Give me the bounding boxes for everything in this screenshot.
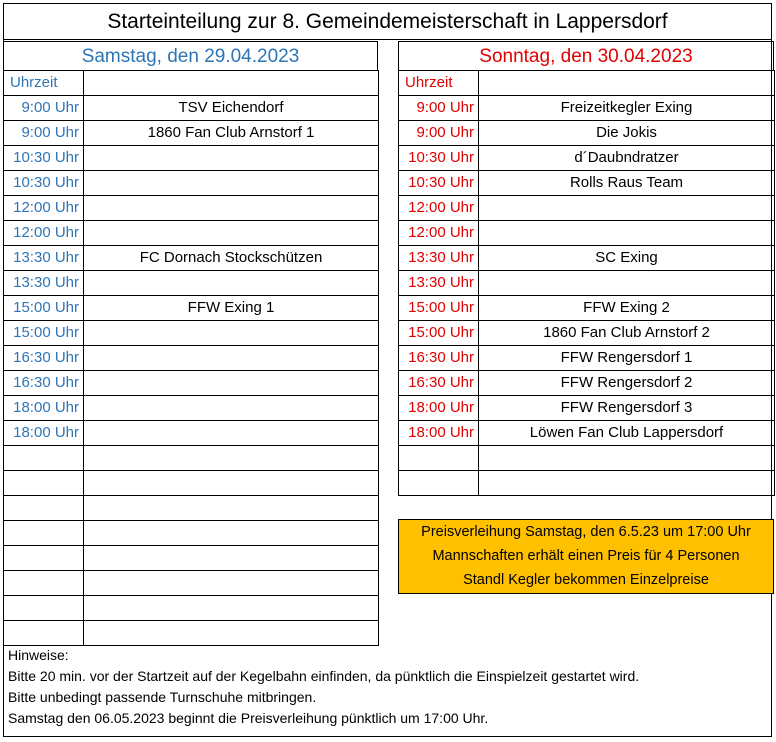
- table-row: [399, 321, 775, 346]
- table-row: [4, 296, 379, 321]
- note-line: Bitte unbedingt passende Turnschuhe mitbringen.: [8, 689, 317, 705]
- team-cell: [84, 346, 379, 371]
- table-row: [399, 246, 775, 271]
- start-time-cell: 9:00 Uhr: [399, 96, 479, 121]
- team-cell: FC Dornach Stockschützen: [84, 246, 379, 271]
- team-cell: Löwen Fan Club Lappersdorf: [479, 421, 775, 446]
- start-time-cell: 12:00 Uhr: [399, 221, 479, 246]
- team-cell: [84, 421, 379, 446]
- table-row: [399, 271, 775, 296]
- start-time-cell: [4, 521, 84, 546]
- start-time-cell: 13:30 Uhr: [399, 246, 479, 271]
- start-time-cell: 9:00 Uhr: [4, 96, 84, 121]
- team-cell: [84, 446, 379, 471]
- table-row: [4, 321, 379, 346]
- team-cell: [479, 471, 775, 496]
- table-row: [4, 446, 379, 471]
- start-time-cell: 13:30 Uhr: [399, 271, 479, 296]
- start-time-cell: [4, 596, 84, 621]
- start-time-cell: [4, 546, 84, 571]
- start-time-cell: 16:30 Uhr: [4, 371, 84, 396]
- start-time-cell: 13:30 Uhr: [4, 271, 84, 296]
- start-time-cell: 15:00 Uhr: [4, 296, 84, 321]
- team-cell: [84, 321, 379, 346]
- award-notice-box: [398, 519, 774, 594]
- team-cell: Freizeitkegler Exing: [479, 96, 775, 121]
- table-row: [4, 221, 379, 246]
- table-row: [399, 396, 775, 421]
- team-cell: Rolls Raus Team: [479, 171, 775, 196]
- team-cell: TSV Eichendorf: [84, 96, 379, 121]
- start-time-cell: 18:00 Uhr: [399, 396, 479, 421]
- table-row: [4, 521, 379, 546]
- start-time-cell: [4, 471, 84, 496]
- table-row: [4, 596, 379, 621]
- start-time-cell: 10:30 Uhr: [399, 171, 479, 196]
- team-cell: [84, 196, 379, 221]
- table-row: [399, 221, 775, 246]
- table-row: [399, 446, 775, 471]
- start-time-cell: 15:00 Uhr: [399, 321, 479, 346]
- table-row: [4, 121, 379, 146]
- start-time-cell: 13:30 Uhr: [4, 246, 84, 271]
- page-title: Starteinteilung zur 8. Gemeindemeisterschaft in Lappersdorf: [3, 4, 772, 40]
- table-row: [4, 96, 379, 121]
- start-time-cell: 15:00 Uhr: [399, 296, 479, 321]
- start-time-cell: [4, 446, 84, 471]
- notes-label: Hinweise:: [8, 647, 69, 663]
- team-cell: [84, 471, 379, 496]
- start-time-cell: 10:30 Uhr: [399, 146, 479, 171]
- saturday-heading: Samstag, den 29.04.2023: [3, 41, 378, 71]
- start-time-cell: 16:30 Uhr: [4, 346, 84, 371]
- start-time-cell: 18:00 Uhr: [399, 421, 479, 446]
- table-row: [399, 371, 775, 396]
- start-time-cell: [399, 471, 479, 496]
- team-column-header: [479, 71, 775, 96]
- team-cell: [479, 271, 775, 296]
- notice-line: Mannschaften erhält einen Preis für 4 Personen: [432, 548, 740, 564]
- sunday-schedule-table: [398, 70, 775, 496]
- table-row: [4, 371, 379, 396]
- table-row: [4, 621, 379, 646]
- team-column-header: [84, 71, 379, 96]
- start-time-cell: 9:00 Uhr: [399, 121, 479, 146]
- team-cell: Die Jokis: [479, 121, 775, 146]
- note-line: Samstag den 06.05.2023 beginnt die Preisverleihung pünktlich um 17:00 Uhr.: [8, 710, 489, 726]
- start-time-cell: 12:00 Uhr: [4, 221, 84, 246]
- table-row: [399, 196, 775, 221]
- table-row: [4, 546, 379, 571]
- start-time-cell: [399, 446, 479, 471]
- table-row: [4, 471, 379, 496]
- notes-section: [3, 645, 772, 729]
- team-cell: FFW Rengersdorf 3: [479, 396, 775, 421]
- team-cell: [84, 171, 379, 196]
- team-cell: [84, 571, 379, 596]
- start-time-cell: 9:00 Uhr: [4, 121, 84, 146]
- table-row: [399, 171, 775, 196]
- time-column-header: Uhrzeit: [4, 71, 84, 96]
- time-column-header: Uhrzeit: [399, 71, 479, 96]
- start-time-cell: [4, 496, 84, 521]
- table-row: [4, 496, 379, 521]
- start-time-cell: 10:30 Uhr: [4, 146, 84, 171]
- note-line: Bitte 20 min. vor der Startzeit auf der Kegelbahn einfinden, da pünktlich die Einspielzeit gestartet wird.: [8, 668, 640, 684]
- table-row: [4, 346, 379, 371]
- notice-line: Standl Kegler bekommen Einzelpreise: [463, 572, 709, 588]
- table-row: [4, 396, 379, 421]
- start-time-cell: 15:00 Uhr: [4, 321, 84, 346]
- start-time-cell: 18:00 Uhr: [4, 396, 84, 421]
- start-time-cell: 12:00 Uhr: [399, 196, 479, 221]
- table-row: [4, 246, 379, 271]
- table-row: [399, 346, 775, 371]
- start-time-cell: 16:30 Uhr: [399, 371, 479, 396]
- team-cell: [479, 221, 775, 246]
- table-row: [399, 471, 775, 496]
- table-header-row: [399, 71, 775, 96]
- team-cell: [84, 621, 379, 646]
- team-cell: FFW Rengersdorf 1: [479, 346, 775, 371]
- team-cell: [84, 146, 379, 171]
- table-row: [4, 421, 379, 446]
- saturday-schedule-table: [3, 70, 379, 646]
- table-row: [399, 146, 775, 171]
- start-time-cell: [4, 621, 84, 646]
- team-cell: d´Daubndratzer: [479, 146, 775, 171]
- team-cell: [84, 546, 379, 571]
- team-cell: FFW Rengersdorf 2: [479, 371, 775, 396]
- team-cell: 1860 Fan Club Arnstorf 2: [479, 321, 775, 346]
- table-header-row: [4, 71, 379, 96]
- table-row: [399, 96, 775, 121]
- table-row: [4, 196, 379, 221]
- team-cell: [84, 371, 379, 396]
- table-row: [4, 171, 379, 196]
- start-time-cell: [4, 571, 84, 596]
- table-row: [399, 421, 775, 446]
- table-row: [4, 146, 379, 171]
- team-cell: [84, 396, 379, 421]
- team-cell: [84, 221, 379, 246]
- table-row: [4, 571, 379, 596]
- table-row: [4, 271, 379, 296]
- team-cell: [84, 596, 379, 621]
- start-time-cell: 16:30 Uhr: [399, 346, 479, 371]
- team-cell: [479, 196, 775, 221]
- table-row: [399, 296, 775, 321]
- start-time-cell: 10:30 Uhr: [4, 171, 84, 196]
- start-time-cell: 18:00 Uhr: [4, 421, 84, 446]
- team-cell: SC Exing: [479, 246, 775, 271]
- team-cell: [84, 521, 379, 546]
- team-cell: 1860 Fan Club Arnstorf 1: [84, 121, 379, 146]
- start-time-cell: 12:00 Uhr: [4, 196, 84, 221]
- table-row: [399, 121, 775, 146]
- team-cell: FFW Exing 2: [479, 296, 775, 321]
- team-cell: [84, 271, 379, 296]
- sunday-heading: Sonntag, den 30.04.2023: [398, 41, 774, 71]
- notice-line: Preisverleihung Samstag, den 6.5.23 um 17:00 Uhr: [421, 524, 751, 540]
- team-cell: FFW Exing 1: [84, 296, 379, 321]
- team-cell: [479, 446, 775, 471]
- team-cell: [84, 496, 379, 521]
